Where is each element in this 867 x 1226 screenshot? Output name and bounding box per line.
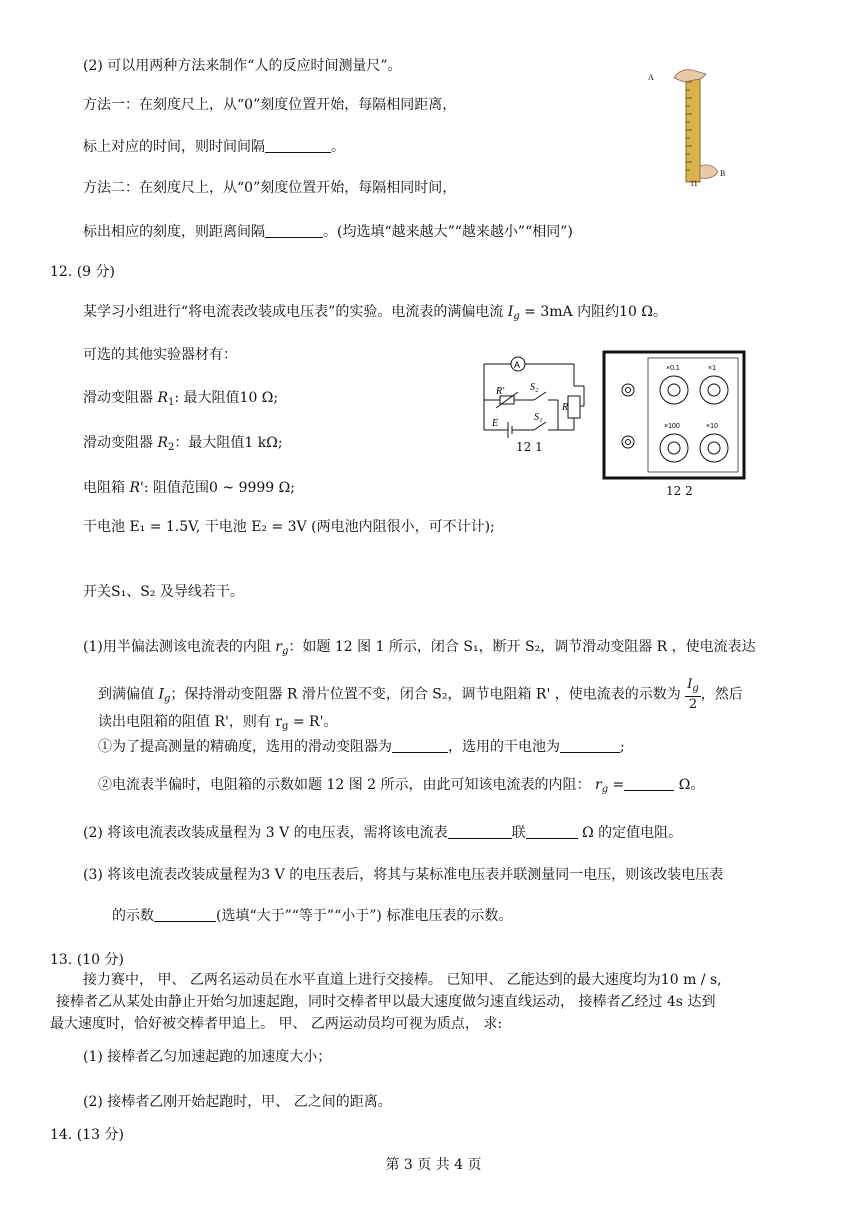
q12-heading: 12. (9 分) [50, 264, 115, 280]
svg-text:×100: ×100 [664, 423, 680, 430]
circuit-figure-1 [478, 350, 608, 450]
svg-text:×1: ×1 [708, 365, 716, 372]
q11-method2-line-b: 标出相应的刻度，则距离间隔 。(均选填“越来越大”“越来越小”“相同”) [83, 224, 573, 240]
q12-part1-line-3: 读出电阻箱的阻值 R'，则有 $r_g = R'$。 [98, 714, 338, 732]
label-b: B [720, 169, 726, 178]
q12-rheostat-1: 滑动变阻器 $R_1$: 最大阻值10 Ω; [83, 390, 279, 408]
svg-text:S₁: S₁ [534, 412, 543, 423]
answer-blank[interactable] [526, 824, 578, 839]
svg-text:R': R' [496, 386, 505, 397]
q13-heading: 13. (10 分) [50, 952, 124, 968]
q13-sub-1: (1) 接棒者乙匀加速起跑的加速度大小； [83, 1049, 332, 1065]
answer-blank[interactable] [392, 738, 448, 753]
answer-blank[interactable] [265, 223, 323, 238]
label-a: A [648, 73, 654, 82]
svg-text:×0.1: ×0.1 [666, 365, 680, 372]
ammeter-symbol: A [514, 360, 521, 370]
q13-text-1: 接力赛中， 甲、 乙两名运动员在水平直道上进行交接棒。 已知甲、 乙能达到的最大速度均为10 m / s, [83, 972, 722, 988]
page-footer: 第 3 页 共 4 页 [385, 1157, 482, 1173]
q12-part3-line-1: (3) 将该电流表改装成量程为3 V 的电压表后，将其与某标准电压表并联测量同一电压，则该改装电压表 [83, 867, 724, 883]
q11-method2-text: 标出相应的刻度，则距离间隔 [83, 224, 265, 240]
figure-2-caption: 12 2 [666, 484, 693, 498]
q12-choice-2: ②电流表半偏时，电阻箱的示数如题 12 图 2 所示，由此可知该电流表的内阻： $r_g = \Omega$。 [98, 777, 705, 795]
q12-switches: 开关S₁、S₂ 及导线若干。 [83, 584, 244, 600]
q12-part2: (2) 将该电流表改装成量程为 3 V 的电压表，需将该电流表 联 Ω 的定值电阻。 [83, 825, 683, 841]
q12-choice-1: ①为了提高测量的精确度，选用的滑动变阻器为 ，选用的干电池为 ; [98, 739, 625, 755]
q12-cells: 干电池 E₁ = 1.5V, 干电池 E₂ = 3V (两电池内阻很小，可不计计); [83, 519, 495, 535]
svg-text:S₂: S₂ [530, 382, 539, 393]
figure-1-caption: 12 1 [516, 440, 543, 454]
answer-blank[interactable] [624, 776, 674, 791]
answer-blank[interactable] [560, 738, 620, 753]
svg-text:R: R [562, 402, 569, 413]
q13-text-3: 最大速度时，恰好被交棒者甲追上。 甲、 乙两运动员均可视为质点， 求: [50, 1016, 503, 1032]
svg-text:×10: ×10 [706, 423, 718, 430]
q12-rheostat-2: 滑动变阻器 $R_2$：最大阻值1 kΩ; [83, 435, 283, 453]
q12-part3-line-2: 的示数 (选填“大于”“等于”“小于”) 标准电压表的示数。 [112, 908, 513, 924]
answer-blank[interactable] [154, 907, 216, 922]
q12-part1-line-1: (1)用半偏法测该电流表的内阻 $r_g$：如题 12 图 1 所示，闭合 S₁，断开 S₂，调节滑动变阻器 R ，使电流表达 [83, 639, 756, 657]
q11-part2-line: (2) 可以用两种方法来制作“人的反应时间测量尺”。 [83, 58, 402, 74]
q12-part1-line-2: 到满偏值 $I_g$；保持滑动变阻器 R 滑片位置不变，闭合 S₂，调节电阻箱 R' ，使电流表的示数为 $\frac{I_g}{2}$ ，然后 [98, 677, 743, 712]
q12-equipment-title: 可选的其他实验器材有： [83, 347, 237, 363]
resistance-box-figure [604, 352, 744, 478]
q13-text-2: 接棒者乙从某处由静止开始匀加速起跑，同时交棒者甲以最大速度做匀速直线运动， 接棒者乙经过 4s 达到 [56, 994, 716, 1010]
q13-sub-2: (2) 接棒者乙刚开始起跑时，甲、 乙之间的距离。 [83, 1094, 392, 1110]
q11-method2-line-a: 方法二：在刻度尺上，从“0”刻度位置开始，每隔相同时间， [83, 180, 457, 196]
q14-heading: 14. (13 分) [50, 1127, 124, 1143]
q12-resistance-box: 电阻箱 R': 阻值范围0 ~ 9999 Ω; [83, 480, 295, 496]
ruler-figure [640, 62, 730, 192]
half-fraction: $\frac{I_g}{2}$ [687, 677, 699, 712]
q12-intro: 某学习小组进行“将电流表改装成电压表”的实验。电流表的满偏电流 $I_g = 3mA$ 内阻约10 Ω。 [83, 304, 667, 322]
answer-blank[interactable] [448, 824, 512, 839]
q11-method1-line-a: 方法一：在刻度尺上，从“0”刻度位置开始，每隔相同距离， [83, 97, 457, 113]
q11-method1-line-b: 标上对应的时间，则时间间隔 。 [83, 139, 345, 155]
answer-blank[interactable] [265, 138, 331, 153]
figure-caption: 11 [690, 179, 698, 188]
svg-text:E: E [492, 418, 499, 429]
q11-method1-text: 标上对应的时间，则时间间隔 [83, 139, 265, 155]
